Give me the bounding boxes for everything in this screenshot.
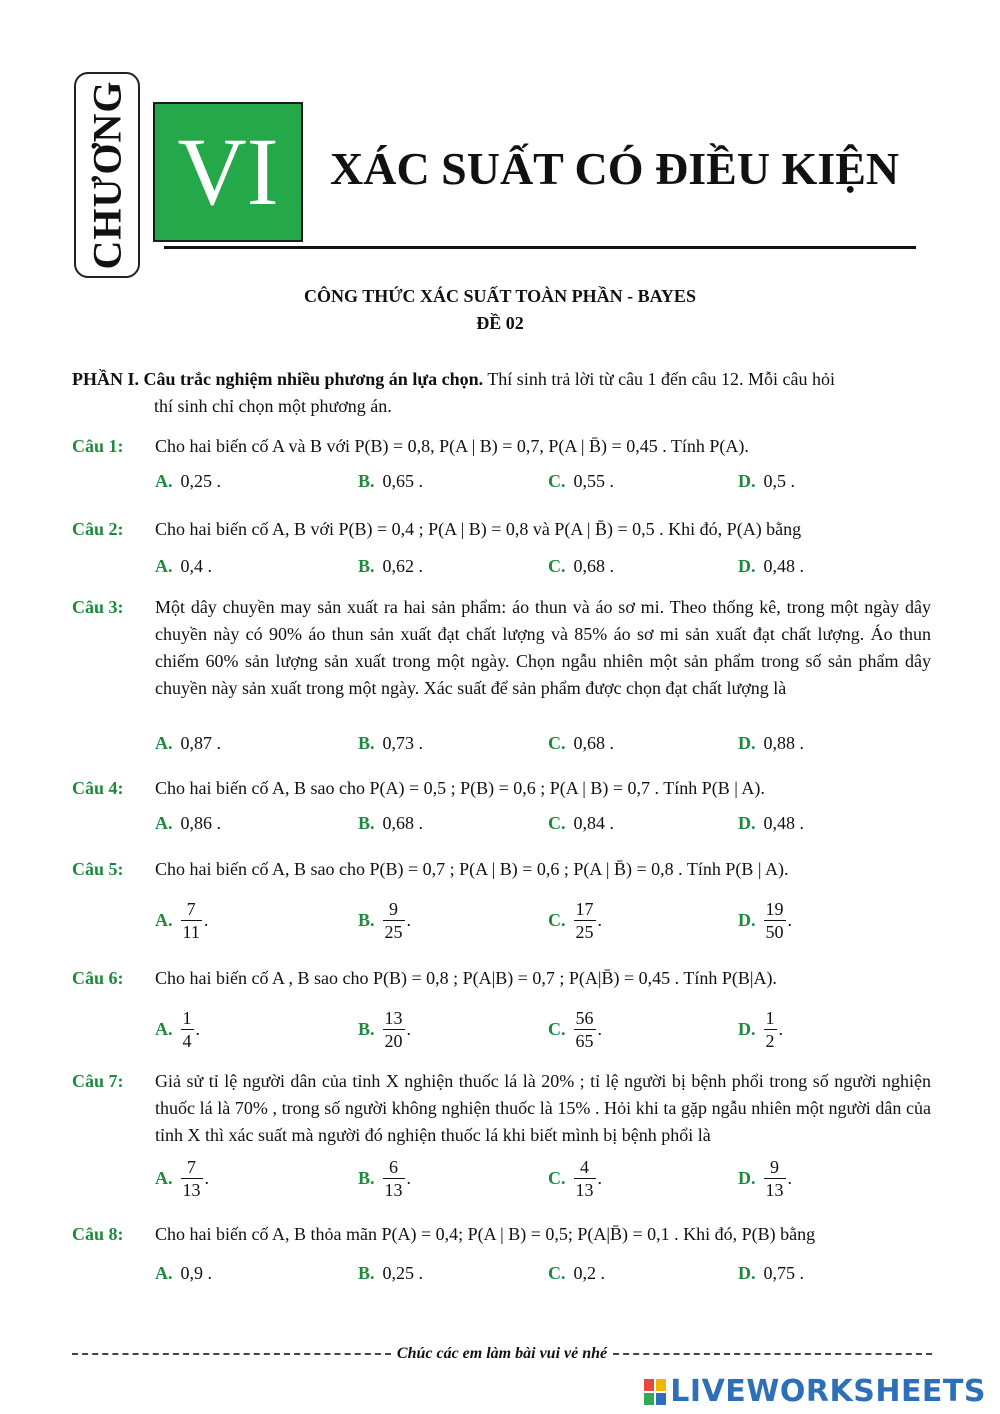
chapter-tab <box>74 72 140 278</box>
chapter-number: VI <box>177 118 279 225</box>
worksheet-subtitle: CÔNG THỨC XÁC SUẤT TOÀN PHẦN - BAYES <box>304 286 696 306</box>
section-instruction-2: thí sinh chỉ chọn một phương án. <box>154 396 392 416</box>
option-row <box>155 892 931 948</box>
option-d[interactable]: D. 0,75 . <box>738 1262 804 1283</box>
question-label: Câu 5: <box>72 859 124 879</box>
option-b[interactable]: B. $\frac{6}{13}$ . <box>358 1156 412 1200</box>
fraction: $\frac{17}{25}$ <box>575 898 594 942</box>
option-b[interactable]: B. 0,65 . <box>358 470 424 491</box>
footer <box>72 1345 932 1363</box>
option-c[interactable]: C. 0,2 . <box>548 1262 605 1283</box>
option-c[interactable]: C. 0,68 . <box>548 732 614 753</box>
logo-text: LIVEWORKSHEETS <box>670 1374 986 1409</box>
option-b[interactable]: B. 0,68 . <box>358 812 424 833</box>
liveworksheets-logo <box>644 1374 986 1409</box>
option-row <box>155 552 931 580</box>
option-row <box>155 1001 931 1057</box>
option-c[interactable]: C. 0,55 . <box>548 470 614 491</box>
fraction: $\frac{1}{2}$ <box>765 1007 775 1051</box>
fraction: $\frac{13}{20}$ <box>384 1007 403 1051</box>
fraction: $\frac{56}{65}$ <box>575 1007 594 1051</box>
option-row <box>155 1259 931 1287</box>
fraction: $\frac{7}{11}$ <box>182 898 200 942</box>
fraction: $\frac{9}{13}$ <box>765 1156 784 1200</box>
question-text: Giả sử tỉ lệ người dân của tỉnh X nghiện thuốc lá là 20% ; tỉ lệ người bị bệnh phổi trong số người nghiện thuốc lá là 70% , trong số người không nghiện thuốc là 15% . Hỏi khi ta gặp ngẫu nhiên một người dân của tỉnh X thì xác suất mà người đó nghiện thuốc lá khi biết mình bị bệnh phổi là <box>155 1071 931 1145</box>
question-label: Câu 7: <box>72 1071 124 1091</box>
option-row <box>155 1150 931 1206</box>
option-c[interactable]: C. $\frac{17}{25}$ . <box>548 898 602 942</box>
option-d[interactable]: D. 0,48 . <box>738 812 804 833</box>
option-d[interactable]: D. 0,48 . <box>738 555 804 576</box>
question-text: Cho hai biến cố A và B với P(B) = 0,8, P(A | B) = 0,7, P(A | B̄) = 0,45 . Tính P(A). <box>155 436 749 456</box>
option-a[interactable]: A. 0,86 . <box>155 812 221 833</box>
option-a[interactable]: A. 0,87 . <box>155 732 221 753</box>
question-text: Cho hai biến cố A, B với P(B) = 0,4 ; P(A | B) = 0,8 và P(A | B̄) = 0,5 . Khi đó, P(A) bằng <box>155 519 802 539</box>
option-c[interactable]: C. 0,68 . <box>548 555 614 576</box>
question-label: Câu 6: <box>72 968 124 988</box>
option-row <box>155 467 931 495</box>
option-a[interactable]: A. $\frac{7}{11}$ . <box>155 898 209 942</box>
worksheet-test-number: ĐỀ 02 <box>476 313 524 333</box>
chapter-word: CHƯƠNG <box>84 80 130 270</box>
option-b[interactable]: B. 0,62 . <box>358 555 424 576</box>
option-row <box>155 809 931 837</box>
option-c[interactable]: C. 0,84 . <box>548 812 614 833</box>
option-a[interactable]: A. $\frac{1}{4}$ . <box>155 1007 200 1051</box>
question-text: Cho hai biến cố A, B sao cho P(B) = 0,7 ; P(A | B) = 0,6 ; P(A | B̄) = 0,8 . Tính P(B | A). <box>155 859 789 879</box>
fraction: $\frac{9}{25}$ <box>384 898 403 942</box>
fraction: $\frac{7}{13}$ <box>182 1156 201 1200</box>
footer-dash-right <box>613 1353 932 1355</box>
option-b[interactable]: B. 0,73 . <box>358 732 424 753</box>
question-label: Câu 1: <box>72 436 124 456</box>
fraction: $\frac{1}{4}$ <box>182 1007 192 1051</box>
section-label: PHẦN I. Câu trắc nghiệm nhiều phương án lựa chọn. <box>72 369 484 389</box>
question-text: Cho hai biến cố A, B thỏa mãn P(A) = 0,4; P(A | B) = 0,5; P(A|B̄) = 0,1 . Khi đó, P(B) bằng <box>155 1224 816 1244</box>
question-label: Câu 2: <box>72 519 124 539</box>
liveworksheets-logo-icon <box>644 1379 666 1405</box>
option-a[interactable]: A. $\frac{7}{13}$ . <box>155 1156 209 1200</box>
question-text: Một dây chuyền may sản xuất ra hai sản phẩm: áo thun và áo sơ mi. Theo thống kê, trong một ngày dây chuyền này có 90% áo thun sản xuất đạt chất lượng và 85% áo sơ mi sản xuất đạt chất lượng. Áo thun chiếm 60% sản lượng sản xuất trong một ngày. Chọn ngẫu nhiên một sản phẩm trong số sản phẩm dây chuyền này sản xuất trong một ngày. Xác suất để sản phẩm được chọn đạt chất lượng là <box>155 597 931 698</box>
question-label: Câu 3: <box>72 597 124 617</box>
section-heading <box>72 366 932 420</box>
question-label: Câu 4: <box>72 778 124 798</box>
option-c[interactable]: C. $\frac{4}{13}$ . <box>548 1156 602 1200</box>
option-d[interactable]: D. $\frac{1}{2}$ . <box>738 1007 783 1051</box>
section-instruction-1: Thí sinh trả lời từ câu 1 đến câu 12. Mỗi câu hỏi <box>483 369 836 389</box>
fraction: $\frac{6}{13}$ <box>384 1156 403 1200</box>
option-d[interactable]: D. 0,88 . <box>738 732 804 753</box>
option-a[interactable]: A. 0,9 . <box>155 1262 212 1283</box>
option-b[interactable]: B. $\frac{13}{20}$ . <box>358 1007 412 1051</box>
option-d[interactable]: D. $\frac{19}{50}$ . <box>738 898 792 942</box>
option-row <box>155 729 931 757</box>
option-a[interactable]: A. 0,4 . <box>155 555 212 576</box>
question-text: Cho hai biến cố A , B sao cho P(B) = 0,8 ; P(A|B) = 0,7 ; P(A|B̄) = 0,45 . Tính P(B|A). <box>155 968 777 988</box>
option-d[interactable]: D. 0,5 . <box>738 470 795 491</box>
title-divider <box>164 246 916 249</box>
chapter-title: XÁC SUẤT CÓ ĐIỀU KIỆN <box>330 143 900 194</box>
chapter-number-box <box>153 102 303 242</box>
option-b[interactable]: B. 0,25 . <box>358 1262 424 1283</box>
footer-message: Chúc các em làm bài vui vẻ nhé <box>396 1345 608 1362</box>
footer-dash-left <box>72 1353 391 1355</box>
question-text: Cho hai biến cố A, B sao cho P(A) = 0,5 ; P(B) = 0,6 ; P(A | B) = 0,7 . Tính P(B | A). <box>155 778 765 798</box>
fraction: $\frac{4}{13}$ <box>575 1156 594 1200</box>
question-label: Câu 8: <box>72 1224 124 1244</box>
option-a[interactable]: A. 0,25 . <box>155 470 221 491</box>
option-c[interactable]: C. $\frac{56}{65}$ . <box>548 1007 602 1051</box>
option-b[interactable]: B. $\frac{9}{25}$ . <box>358 898 412 942</box>
fraction: $\frac{19}{50}$ <box>765 898 784 942</box>
option-d[interactable]: D. $\frac{9}{13}$ . <box>738 1156 792 1200</box>
